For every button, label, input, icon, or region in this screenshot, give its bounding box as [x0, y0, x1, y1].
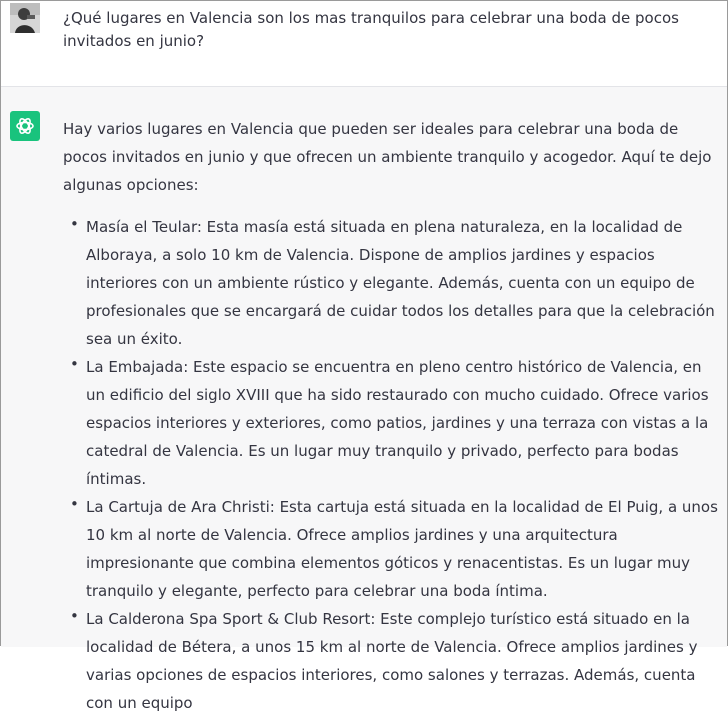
bullet-icon: •: [70, 607, 79, 625]
list-item: [63, 605, 718, 717]
chatgpt-logo-icon: [10, 111, 40, 141]
list-item-text: La Calderona Spa Sport & Club Resort: Este complejo turístico está situado en la localidad de Bétera, a unos 15 km al norte de Valencia. Ofrece amplios jardines y varias opciones de espacios interiores, como salones y terrazas. Además, cuenta con un equipo: [86, 610, 698, 712]
assistant-message: [63, 115, 718, 717]
list-item: [63, 213, 718, 353]
user-message-text: ¿Qué lugares en Valencia son los mas tranquilos para celebrar una boda de pocos invitados en junio?: [63, 9, 679, 50]
list-item-text: Masía el Teular: Esta masía está situada en plena naturaleza, en la localidad de Alboraya, a solo 10 km de Valencia. Dispone de amplios jardines y espacios interiores con un ambiente rústico y elegante. Además, cuenta con un equipo de profesionales que se encargará de cuidar todos los detalles para que la celebración sea un éxito.: [86, 218, 715, 348]
bullet-icon: •: [70, 215, 79, 233]
bullet-icon: •: [70, 495, 79, 513]
list-item: [63, 353, 718, 493]
bullet-icon: •: [70, 355, 79, 373]
list-item-text: La Embajada: Este espacio se encuentra en pleno centro histórico de Valencia, en un edificio del siglo XVIII que ha sido restaurado con mucho cuidado. Ofrece varios espacios interiores y exteriores, como patios, jardines y una terraza con vistas a la catedral de Valencia. Es un lugar muy tranquilo y privado, perfecto para bodas íntimas.: [86, 358, 709, 488]
assistant-message-row: [1, 87, 727, 712]
venue-list: [63, 213, 718, 717]
list-item: [63, 493, 718, 605]
answer-intro: Hay varios lugares en Valencia que pueden ser ideales para celebrar una boda de pocos invitados en junio y que ofrecen un ambiente tranquilo y acogedor. Aquí te dejo algunas opciones:: [63, 120, 712, 194]
user-avatar-icon: [10, 3, 40, 33]
list-item-text: La Cartuja de Ara Christi: Esta cartuja está situada en la localidad de El Puig, a unos 10 km al norte de Valencia. Ofrece amplios jardines y una arquitectura impresionante que combina elementos góticos y renacentistas. Es un lugar muy tranquilo y elegante, perfecto para celebrar una boda íntima.: [86, 498, 718, 600]
user-message-row: [1, 1, 727, 87]
